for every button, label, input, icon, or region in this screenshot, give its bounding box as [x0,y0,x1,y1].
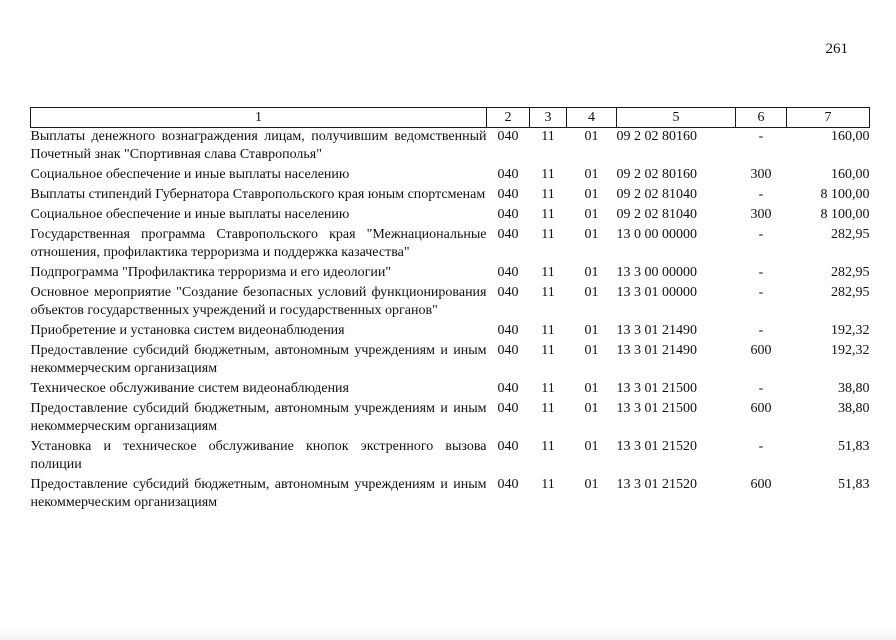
header-cell-7: 7 [787,108,870,128]
row-rz: 11 [541,401,555,416]
row-name: Выплаты стипендий Губернатора Ставропольского края юным спортсменам [30,187,486,202]
table-row [31,438,870,476]
row-csr: 13 3 01 21490 [616,323,697,338]
row-vr: - [758,285,764,300]
row-name: Социальное обеспечение и иные выплаты населению [30,207,350,222]
row-ved: 040 [497,439,519,454]
row-rz: 11 [541,477,555,492]
row-amount: 282,95 [831,265,870,280]
budget-table [30,107,870,514]
row-amount: 160,00 [831,167,870,182]
table-header [31,108,870,128]
header-cell-5: 5 [617,108,736,128]
row-vr: 600 [750,343,772,358]
row-rz: 11 [541,265,555,280]
row-name: Предоставление субсидий бюджетным, автономным учреждениям и иным некоммерческим организациям [30,343,487,376]
row-vr: - [758,265,764,280]
row-amount: 38,80 [838,381,870,396]
row-rz: 11 [541,323,555,338]
row-csr: 13 3 00 00000 [616,265,697,280]
row-ved: 040 [497,167,519,182]
row-csr: 09 2 02 80160 [616,167,697,182]
header-cell-3: 3 [530,108,567,128]
table-row [31,186,870,206]
header-cell-2: 2 [487,108,530,128]
table-row [31,380,870,400]
row-name: Подпрограмма "Профилактика терроризма и его идеологии" [30,265,392,280]
row-vr: 300 [750,207,772,222]
row-ved: 040 [497,381,519,396]
row-name: Основное мероприятие "Создание безопасных условий функционирования объектов государственных учреждений и государственных органов" [30,285,487,318]
row-rz: 11 [541,207,555,222]
row-pr: 01 [584,167,599,182]
row-pr: 01 [584,207,599,222]
table-row [31,342,870,380]
table-row [31,284,870,322]
row-pr: 01 [584,381,599,396]
row-rz: 11 [541,167,555,182]
table-row [31,226,870,264]
row-amount: 8 100,00 [820,187,870,202]
row-rz: 11 [541,343,555,358]
row-vr: - [758,227,764,242]
row-amount: 51,83 [838,477,870,492]
row-csr: 09 2 02 81040 [616,207,697,222]
row-amount: 282,95 [831,227,870,242]
row-csr: 13 3 01 21520 [616,477,697,492]
row-vr: - [758,381,764,396]
row-csr: 09 2 02 81040 [616,187,697,202]
row-ved: 040 [497,187,519,202]
row-vr: - [758,187,764,202]
row-ved: 040 [497,401,519,416]
row-amount: 8 100,00 [820,207,870,222]
table-row [31,476,870,514]
row-pr: 01 [584,323,599,338]
row-pr: 01 [584,265,599,280]
header-cell-6: 6 [736,108,787,128]
row-csr: 13 3 01 00000 [616,285,697,300]
table-row [31,128,870,167]
row-ved: 040 [497,227,519,242]
row-vr: - [758,439,764,454]
row-amount: 192,32 [831,323,870,338]
row-amount: 282,95 [831,285,870,300]
row-csr: 09 2 02 80160 [616,129,697,144]
row-pr: 01 [584,129,599,144]
row-pr: 01 [584,285,599,300]
row-vr: - [758,129,764,144]
row-ved: 040 [497,285,519,300]
table-row [31,400,870,438]
row-rz: 11 [541,381,555,396]
row-vr: 600 [750,401,772,416]
row-name: Социальное обеспечение и иные выплаты населению [30,167,350,182]
row-csr: 13 3 01 21500 [616,401,697,416]
table-row [31,166,870,186]
row-pr: 01 [584,439,599,454]
row-amount: 192,32 [831,343,870,358]
row-name: Выплаты денежного вознаграждения лицам, получившим ведомственный Почетный знак "Спортивная слава Ставрополья" [30,129,487,162]
row-name: Предоставление субсидий бюджетным, автономным учреждениям и иным некоммерческим организациям [30,401,487,434]
row-ved: 040 [497,129,519,144]
row-rz: 11 [541,129,555,144]
row-amount: 160,00 [831,129,870,144]
row-ved: 040 [497,343,519,358]
header-cell-1: 1 [31,108,487,128]
row-rz: 11 [541,285,555,300]
row-pr: 01 [584,477,599,492]
table-body [31,128,870,515]
row-name: Приобретение и установка систем видеонаблюдения [30,323,345,338]
row-pr: 01 [584,187,599,202]
row-amount: 51,83 [838,439,870,454]
row-name: Предоставление субсидий бюджетным, автономным учреждениям и иным некоммерческим организациям [30,477,487,510]
row-name: Установка и техническое обслуживание кнопок экстренного вызова полиции [30,439,487,472]
row-vr: 300 [750,167,772,182]
row-csr: 13 3 01 21520 [616,439,697,454]
row-rz: 11 [541,187,555,202]
header-row [31,108,870,128]
row-amount: 38,80 [838,401,870,416]
row-ved: 040 [497,207,519,222]
row-ved: 040 [497,265,519,280]
row-rz: 11 [541,439,555,454]
page-number: 261 [825,41,848,57]
row-rz: 11 [541,227,555,242]
table-row [31,264,870,284]
scan-edge-shade [0,628,896,640]
row-ved: 040 [497,477,519,492]
table-row [31,322,870,342]
row-name: Государственная программа Ставропольского края "Межнациональные отношения, профилактика терроризма и поддержка казачества" [30,227,487,260]
row-pr: 01 [584,343,599,358]
header-cell-4: 4 [567,108,617,128]
row-csr: 13 3 01 21490 [616,343,697,358]
row-pr: 01 [584,401,599,416]
table-row [31,206,870,226]
row-ved: 040 [497,323,519,338]
row-name: Техническое обслуживание систем видеонаблюдения [30,381,349,396]
row-pr: 01 [584,227,599,242]
row-csr: 13 3 01 21500 [616,381,697,396]
row-vr: - [758,323,764,338]
row-csr: 13 0 00 00000 [616,227,697,242]
row-vr: 600 [750,477,772,492]
